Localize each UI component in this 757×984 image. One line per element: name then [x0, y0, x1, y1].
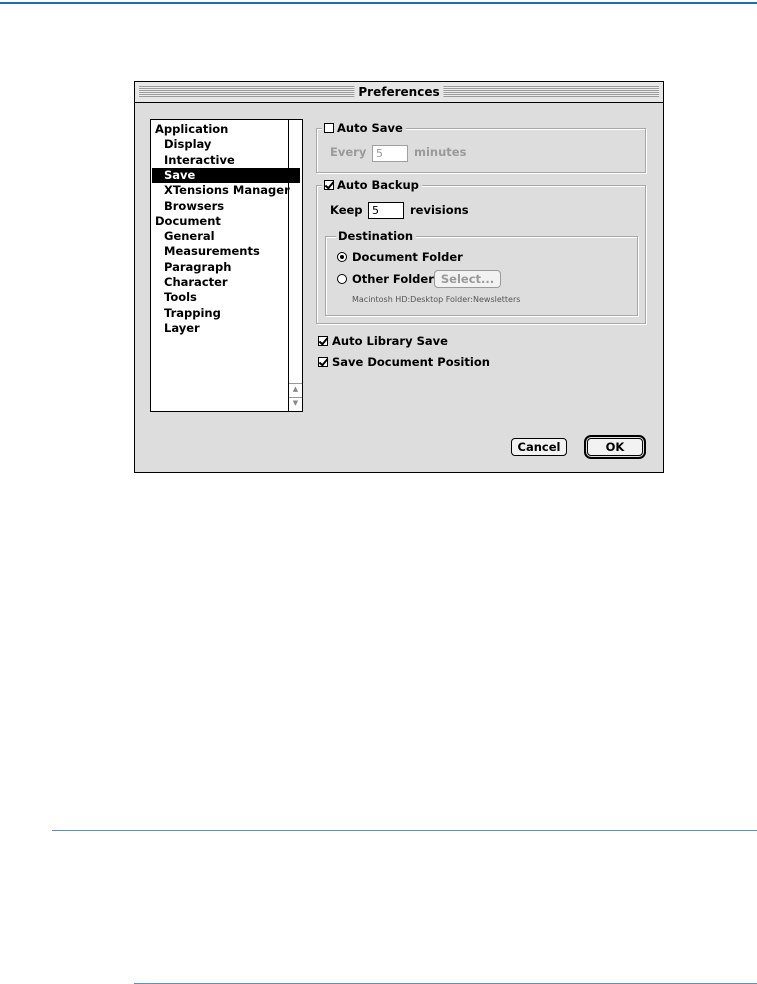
save-document-position-checkbox[interactable]: [318, 357, 328, 367]
title-bar[interactable]: [135, 82, 663, 103]
auto-backup-checkbox[interactable]: [324, 180, 334, 190]
auto-save-checkbox[interactable]: [324, 123, 334, 133]
sidebar-item[interactable]: Trapping: [164, 305, 221, 320]
document-folder-label: Document Folder: [352, 250, 463, 264]
save-document-position-label: Save Document Position: [332, 355, 490, 369]
dialog-title: Preferences: [354, 84, 443, 100]
auto-library-save-label: Auto Library Save: [332, 334, 448, 348]
scroll-up-arrow-icon[interactable]: ▲: [289, 383, 302, 395]
sidebar-item[interactable]: General: [164, 229, 215, 244]
keep-label: Keep: [330, 203, 363, 217]
sidebar-item[interactable]: Tools: [164, 290, 197, 305]
sidebar-item[interactable]: Save: [152, 168, 300, 183]
sidebar-item[interactable]: Paragraph: [164, 259, 232, 274]
preferences-dialog: [134, 81, 664, 473]
sidebar-item[interactable]: Layer: [164, 320, 200, 335]
minutes-label: minutes: [414, 145, 467, 159]
sidebar-item[interactable]: Character: [164, 275, 228, 289]
auto-backup-label: Auto Backup: [337, 178, 419, 192]
sidebar-item[interactable]: Measurements: [164, 244, 260, 259]
revisions-label: revisions: [410, 203, 469, 217]
other-folder-label: Other Folder: [352, 272, 434, 286]
other-folder-radio[interactable]: [337, 274, 347, 284]
destination-path: Macintosh HD:Desktop Folder:Newsletters: [352, 295, 521, 304]
cancel-button[interactable]: Cancel: [511, 438, 567, 456]
backup-revisions-field[interactable]: 5: [368, 202, 404, 219]
sidebar-item[interactable]: Display: [164, 137, 212, 152]
ok-button[interactable]: OK: [587, 438, 643, 456]
sidebar-item[interactable]: Interactive: [164, 152, 235, 167]
auto-library-save-checkbox[interactable]: [318, 336, 328, 346]
sidebar-item[interactable]: XTensions Manager: [164, 183, 290, 198]
sidebar-item[interactable]: Browsers: [164, 198, 225, 213]
sidebar-item[interactable]: Application: [155, 122, 229, 136]
section-divider: [52, 830, 757, 831]
scroll-down-arrow-icon[interactable]: ▼: [289, 397, 302, 409]
sidebar-item[interactable]: Document: [155, 213, 221, 228]
auto-backup-group: [316, 178, 646, 324]
auto-save-minutes-field[interactable]: 5: [372, 145, 408, 162]
document-folder-radio[interactable]: [337, 252, 347, 262]
category-list[interactable]: [150, 119, 303, 412]
top-rule: [0, 2, 757, 4]
every-label: Every: [330, 145, 367, 159]
select-folder-button[interactable]: Select...: [434, 270, 501, 288]
auto-save-group: [316, 121, 646, 173]
destination-label: Destination: [338, 229, 414, 243]
destination-group: [325, 229, 638, 316]
auto-save-label: Auto Save: [337, 121, 403, 135]
